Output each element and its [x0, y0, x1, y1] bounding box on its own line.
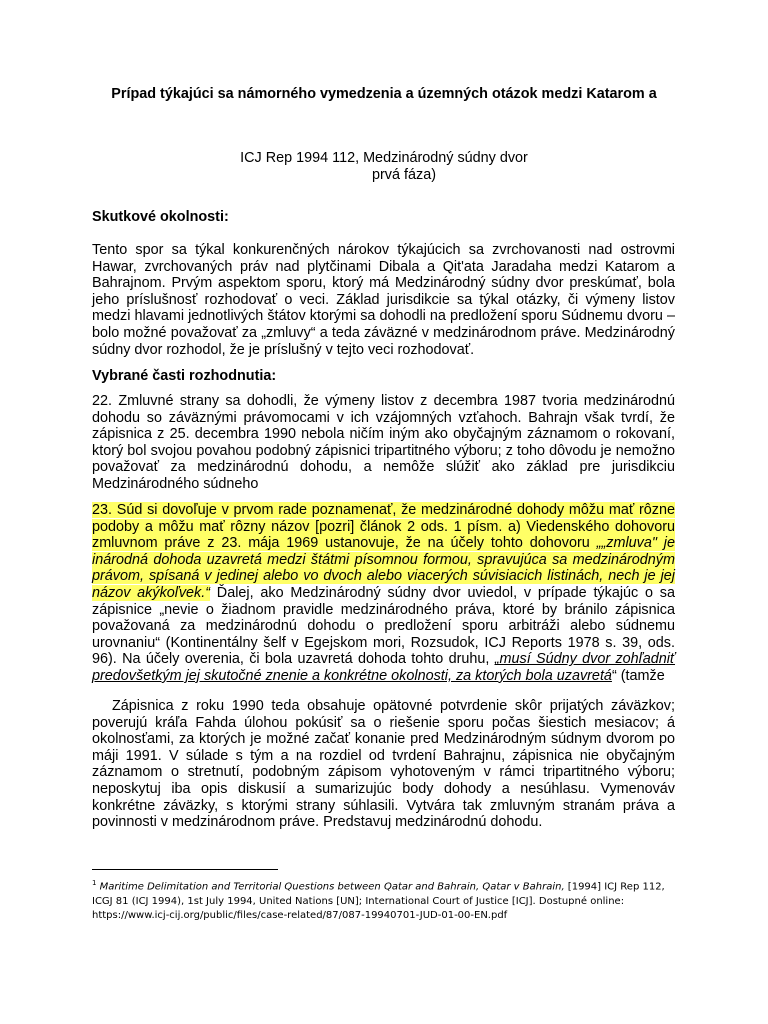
footnote-reference: [1994] ICJ Rep 112, ICGJ 81 (ICJ 1994), 1st July 1994, United Nations [UN]; International Court of Justice [ICJ]. Dostupné online: https://www.icj-cij.org/public/files/case-related/87/087-19940701-JUD-01-00-EN.pdf	[92, 881, 665, 922]
paragraph-23-tail: “ (tamže	[611, 667, 665, 684]
case-citation-line1: ICJ Rep 1994 112, Medzinárodný súdny dvor	[240, 150, 528, 166]
highlight-quote: „„zmluva" je inárodná dohoda uzavretá medzi štátmi písomnou formou, spravujúca sa medzinárodným právom, spísaná v jedinej alebo vo dvoch alebo viacerých súvisiacich listinách, nech je jej názov akýkoľvek.“	[92, 535, 676, 601]
footnote-separator	[92, 869, 278, 870]
highlight-text: 23. Súd si dovoľuje v prvom rade poznamenať, že medzinárodné dohody môžu mať rôzne podoby a môžu mať rôzny názov [pozri] článok 2 ods. 1 písm. a) Viedenského dohovoru zmluvnom práve z 23. mája 1969 ustanovuje, že na účely tohto dohovoru	[92, 502, 675, 552]
paragraph-23	[92, 502, 675, 685]
heading-selected-parts: Vybrané časti rozhodnutia:	[92, 368, 277, 384]
footnote-marker: 1	[92, 879, 97, 887]
facts-paragraph: Tento spor sa týkal konkurenčných nárokov týkajúcich sa zvrchovanosti nad ostrovmi Hawar, zvrchovaných práv nad plytčinami Dibala a Qit'ata Jaradaha medzi Katarom a Bahrajnom. Prvým aspektom sporu, ktorý má Medzinárodný súdny dvor preskúmať, bola jeho príslušnosť rozhodovať o veci. Základ jurisdikcie sa týkal otázky, či výmeny listov medzi hlavami jednotlivých štátov ktorými sa dohodli na predložení sporu Súdnemu dvoru – bolo možné považovať za „zmluvy“ a teda záväzné v medzinárodnom práve. Medzinárodný súdny dvor rozhodol, že je príslušný v tejto veci rozhodovať.	[92, 242, 675, 358]
footnote	[92, 876, 682, 924]
heading-facts: Skutkové okolnosti:	[92, 209, 229, 225]
case-citation-line2: prvá fáza)	[372, 166, 436, 183]
paragraph-22: 22. Zmluvné strany sa dohodli, že výmeny listov z decembra 1987 tvoria medzinárodnú dohodu so záväznými právomocami v ich vzájomných vzťahoch. Bahrajn však tvrdí, že zápisnica z 25. decembra 1990 nebola ničím iným ako obyčajným záznamom o rokovaní, ktorý bol svojou povahou podobný zápisnici tripartitného výboru; z toho dôvodu je nemožno považovať za medzinárodnú dohodu, a nemôže slúžiť ako základ pre jurisdikciu Medzinárodného súdneho	[92, 393, 675, 492]
paragraph-minutes: Zápisnica z roku 1990 teda obsahuje opätovné potvrdenie skôr prijatých záväzkov; poverujú kráľa Fahda úlohou pokúsiť sa o riešenie sporu počas šiestich mesiacov; á okolnosťami, za ktorých je možné začať konanie pred Medzinárodným súdnym dvorom po máji 1991. V súlade s tým a na rozdiel od tvrdení Bahrajnu, zápisnica nie obyčajným záznamom o stretnutí, podobným zápisom vyhotoveným v rámci tripartitného výboru; neposkytuj iba opis diskusií a sumarizujúc body dohody a nesúhlasu. Vymenováv konkrétne záväzky, s ktorými strany súhlasili. Vytvára tak zmluvným stranám práva a povinnosti v medzinárodnom práve. Predstavuj medzinárodnú dohodu.	[92, 698, 675, 831]
footnote-case-name: Maritime Delimitation and Territorial Questions between Qatar and Bahrain, Qatar v Bahrain,	[99, 881, 565, 893]
document-title: Prípad týkajúci sa námorného vymedzenia a územných otázok medzi Katarom a	[111, 86, 657, 102]
case-citation	[0, 150, 768, 183]
court-quote: „musí Súdny dvor zohľadniť predovšetkým jej skutočné znenie a konkrétne okolnosti, za ktorých bola uzavretá	[92, 651, 675, 684]
paragraph-23-continuation: Ďalej, ako Medzinárodný súdny dvor uviedol, v prípade týkajúc o sa zápisnice „nevie o žiadnom pravidle medzinárodného práva, ktoré by bránilo zápisnica považovaná za medzinárodnú dohodu o predložení sporu arbitráži alebo súdnemu urovnaniu“ (Kontinentálny šelf v Egejskom mori, Rozsudok, ICJ Reports 1978 s. 39, ods. 96). Na účely overenia, či bola uzavretá dohoda tohto druhu,	[92, 584, 675, 668]
